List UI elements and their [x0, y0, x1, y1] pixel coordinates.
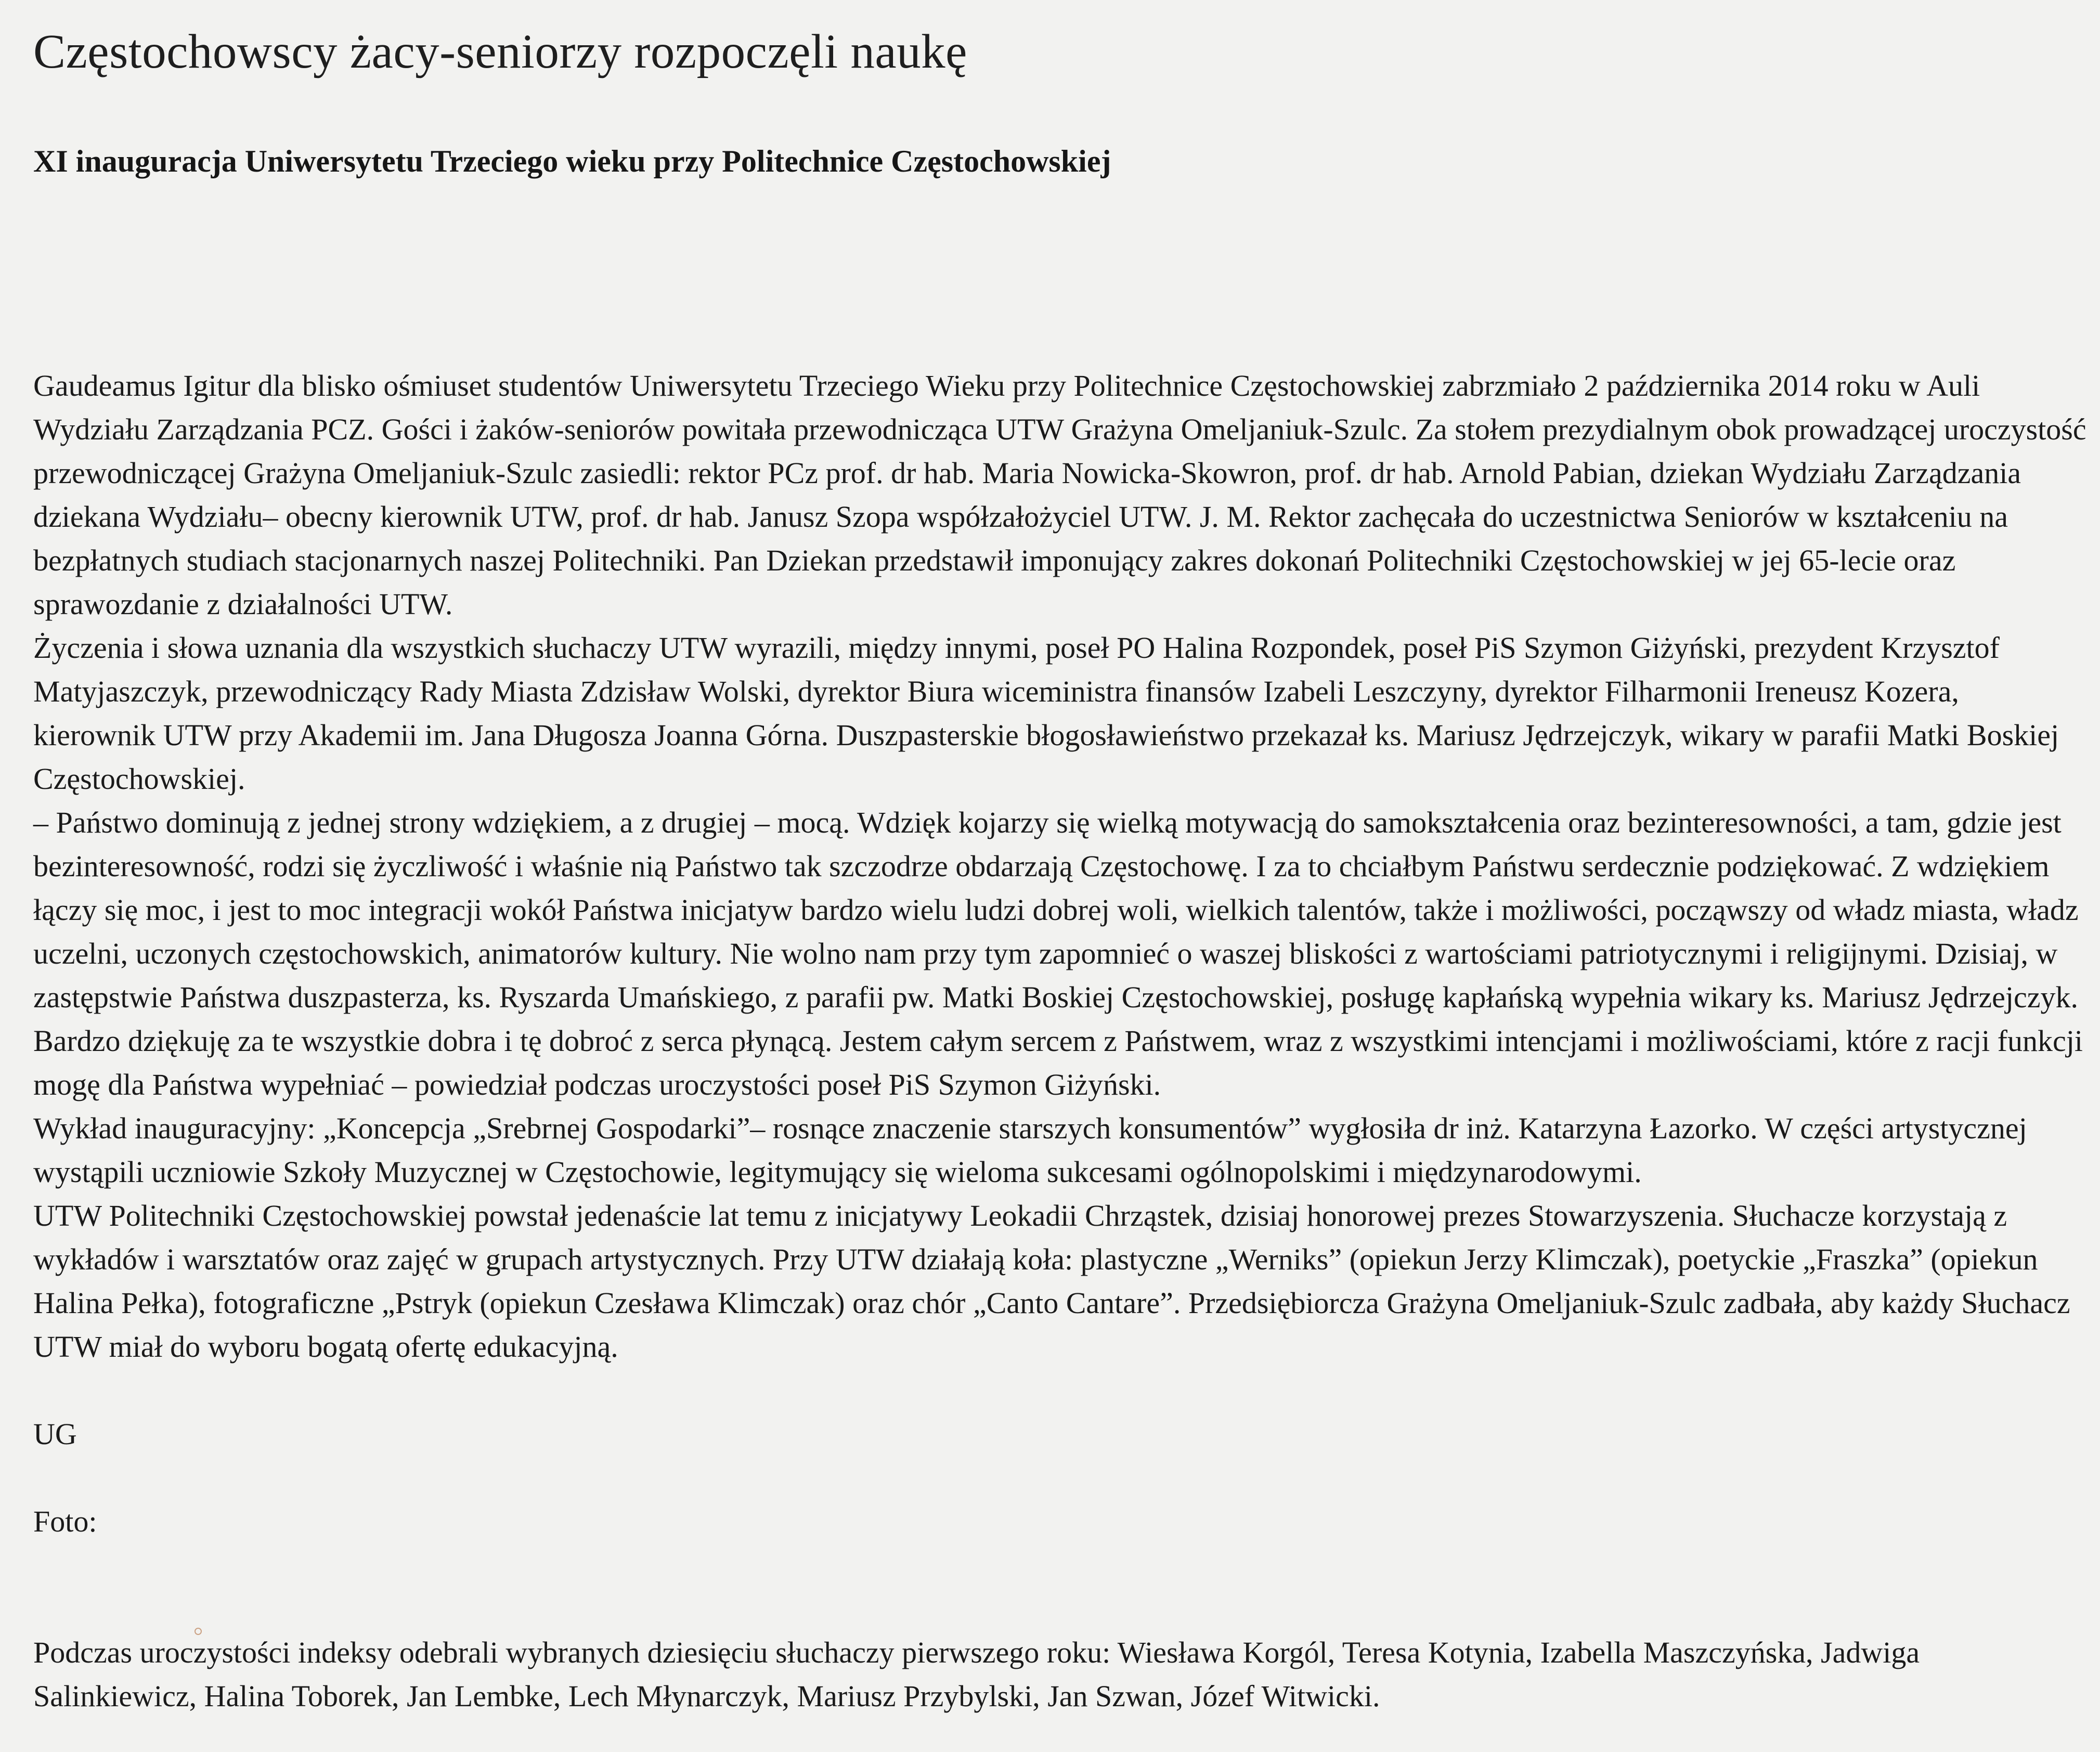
paragraph-opening: Gaudeamus Igitur dla blisko ośmiuset studentów Uniwersytetu Trzeciego Wieku przy Politechnice Częstochowskiej zabrzmiało 2 października 2014 roku w Auli Wydziału Zarządzania PCZ. Gości i żaków-seniorów powitała przewodnicząca UTW Grażyna Omeljaniuk-Szulc. Za stołem prezydialnym obok prowadzącej uroczystość przewodniczącej Grażyna Omeljaniuk-Szulc zasiedli: rektor PCz prof. dr hab. Maria Nowicka-Skowron, prof. dr hab. Arnold Pabian, dziekan Wydziału Zarządzania dziekana Wydziału– obecny kierownik UTW, prof. dr hab. Janusz Szopa współzałożyciel UTW. J. M. Rektor zachęcała do uczestnictwa Seniorów w kształceniu na bezpłatnych studiach stacjonarnych naszej Politechniki. Pan Dziekan przedstawił imponujący zakres dokonań Politechniki Częstochowskiej w jej 65-lecie oraz sprawozdanie z działalności UTW.	[33, 369, 2086, 621]
photo-caption: Podczas uroczystości indeksy odebrali wybranych dziesięciu słuchaczy pierwszego roku: Wiesława Korgól, Teresa Kotynia, Izabella Maszczyńska, Jadwiga Salinkiewicz, Halina Toborek, Jan Lembke, Lech Młynarczyk, Mariusz Przybylski, Jan Szwan, Józef Witwicki.	[33, 1636, 1920, 1713]
paper-speck-mark	[195, 1628, 202, 1635]
paragraph-speech: – Państwo dominują z jednej strony wdziękiem, a z drugiej – mocą. Wdzięk kojarzy się wielką motywacją do samokształcenia oraz bezinteresowności, a tam, gdzie jest bezinteresowność, rodzi się życzliwość i właśnie nią Państwo tak szczodrze obdarzają Częstochowę. I za to chciałbym Państwu serdecznie podziękować. Z wdziękiem łączy się moc, i jest to moc integracji wokół Państwa inicjatyw bardzo wielu ludzi dobrej woli, wielkich talentów, także i możliwości, począwszy od władz miasta, władz uczelni, uczonych częstochowskich, animatorów kultury. Nie wolno nam przy tym zapomnieć o waszej bliskości z wartościami patriotycznymi i religijnymi. Dzisiaj, w zastępstwie Państwa duszpasterza, ks. Ryszarda Umańskiego, z parafii pw. Matki Boskiej Częstochowskiej, posługę kapłańską wypełnia wikary ks. Mariusz Jędrzejczyk. Bardzo dziękuję za te wszystkie dobra i tę dobroć z serca płynącą. Jestem całym sercem z Państwem, wraz z wszystkimi intencjami i możliwościami, które z racji funkcji mogę dla Państwa wypełniać – powiedział podczas uroczystości poseł PiS Szymon Giżyński.	[33, 806, 2083, 1101]
article-title: Częstochowscy żacy-seniorzy rozpoczęli naukę	[33, 25, 967, 79]
article-subtitle: XI inauguracja Uniwersytetu Trzeciego wieku przy Politechnice Częstochowskiej	[33, 144, 1111, 178]
paragraph-utw-history: UTW Politechniki Częstochowskiej powstał jedenaście lat temu z inicjatywy Leokadii Chrząstek, dzisiaj honorowej prezes Stowarzyszenia. Słuchacze korzystają z wykładów i warsztatów oraz zajęć w grupach artystycznych. Przy UTW działają koła: plastyczne „Werniks” (opiekun Jerzy Klimczak), poetyckie „Fraszka” (opiekun Halina Pełka), fotograficzne „Pstryk (opiekun Czesława Klimczak) oraz chór „Canto Cantare”. Przedsiębiorcza Grażyna Omeljaniuk-Szulc zadbała, aby każdy Słuchacz UTW miał do wyboru bogatą ofertę edukacyjną.	[33, 1199, 2070, 1364]
paragraph-lecture: Wykład inauguracyjny: „Koncepcja „Srebrnej Gospodarki”– rosnące znaczenie starszych konsumentów” wygłosiła dr inż. Katarzyna Łazorko. W części artystycznej wystąpili uczniowie Szkoły Muzycznej w Częstochowie, legitymujący się wieloma sukcesami ogólnopolskimi i międzynarodowymi.	[33, 1111, 2027, 1189]
paragraph-greetings: Życzenia i słowa uznania dla wszystkich słuchaczy UTW wyrazili, między innymi, poseł PO Halina Rozpondek, poseł PiS Szymon Giżyński, prezydent Krzysztof Matyjaszczyk, przewodniczący Rady Miasta Zdzisław Wolski, dyrektor Biura wiceministra finansów Izabeli Leszczyny, dyrektor Filharmonii Ireneusz Kozera, kierownik UTW przy Akademii im. Jana Długosza Joanna Górna. Duszpasterskie błogosławieństwo przekazał ks. Mariusz Jędrzejczyk, wikary w parafii Matki Boskiej Częstochowskiej.	[33, 631, 2059, 796]
article-body	[33, 364, 2087, 1369]
photo-label: Foto:	[33, 1504, 97, 1538]
author-signature: UG	[33, 1417, 77, 1451]
